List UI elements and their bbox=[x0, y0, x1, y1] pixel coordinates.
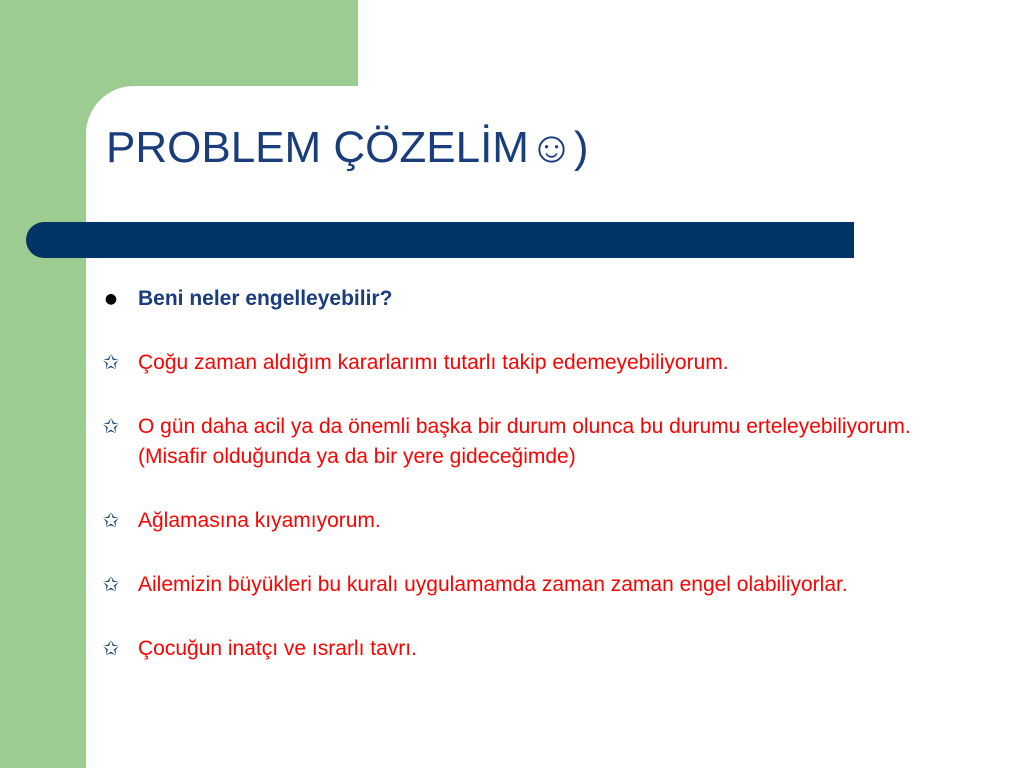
reason-text: Çocuğun inatçı ve ısrarlı tavrı. bbox=[138, 637, 417, 660]
reason-item bbox=[98, 634, 918, 664]
title-underline-bar bbox=[26, 222, 854, 258]
filled-circle-bullet-icon: ● bbox=[104, 291, 118, 307]
reason-item bbox=[98, 348, 918, 378]
lead-bullet-text: Beni neler engelleyebilir? bbox=[138, 287, 393, 310]
reason-text: Ailemizin büyükleri bu kuralı uygulamamda zaman zaman engel olabiliyorlar. bbox=[138, 573, 848, 596]
star-outline-bullet-icon: ✩ bbox=[102, 350, 120, 374]
reason-item bbox=[98, 412, 918, 472]
reason-text: O gün daha acil ya da önemli başka bir durum olunca bu durumu erteleyebiliyorum. (Misafir olduğunda ya da bir yere gideceğimde) bbox=[138, 415, 911, 468]
slide-title: PROBLEM ÇÖZELİM☺) bbox=[106, 123, 589, 172]
star-outline-bullet-icon: ✩ bbox=[102, 572, 120, 596]
reason-text: Ağlamasına kıyamıyorum. bbox=[138, 509, 381, 532]
reason-text: Çoğu zaman aldığım kararlarımı tutarlı takip edemeyebiliyorum. bbox=[138, 351, 729, 374]
reason-item bbox=[98, 570, 918, 600]
star-outline-bullet-icon: ✩ bbox=[102, 414, 120, 438]
reason-item bbox=[98, 506, 918, 536]
bullet-list bbox=[98, 284, 918, 698]
star-outline-bullet-icon: ✩ bbox=[102, 636, 120, 660]
star-outline-bullet-icon: ✩ bbox=[102, 508, 120, 532]
lead-bullet-item bbox=[98, 284, 918, 314]
